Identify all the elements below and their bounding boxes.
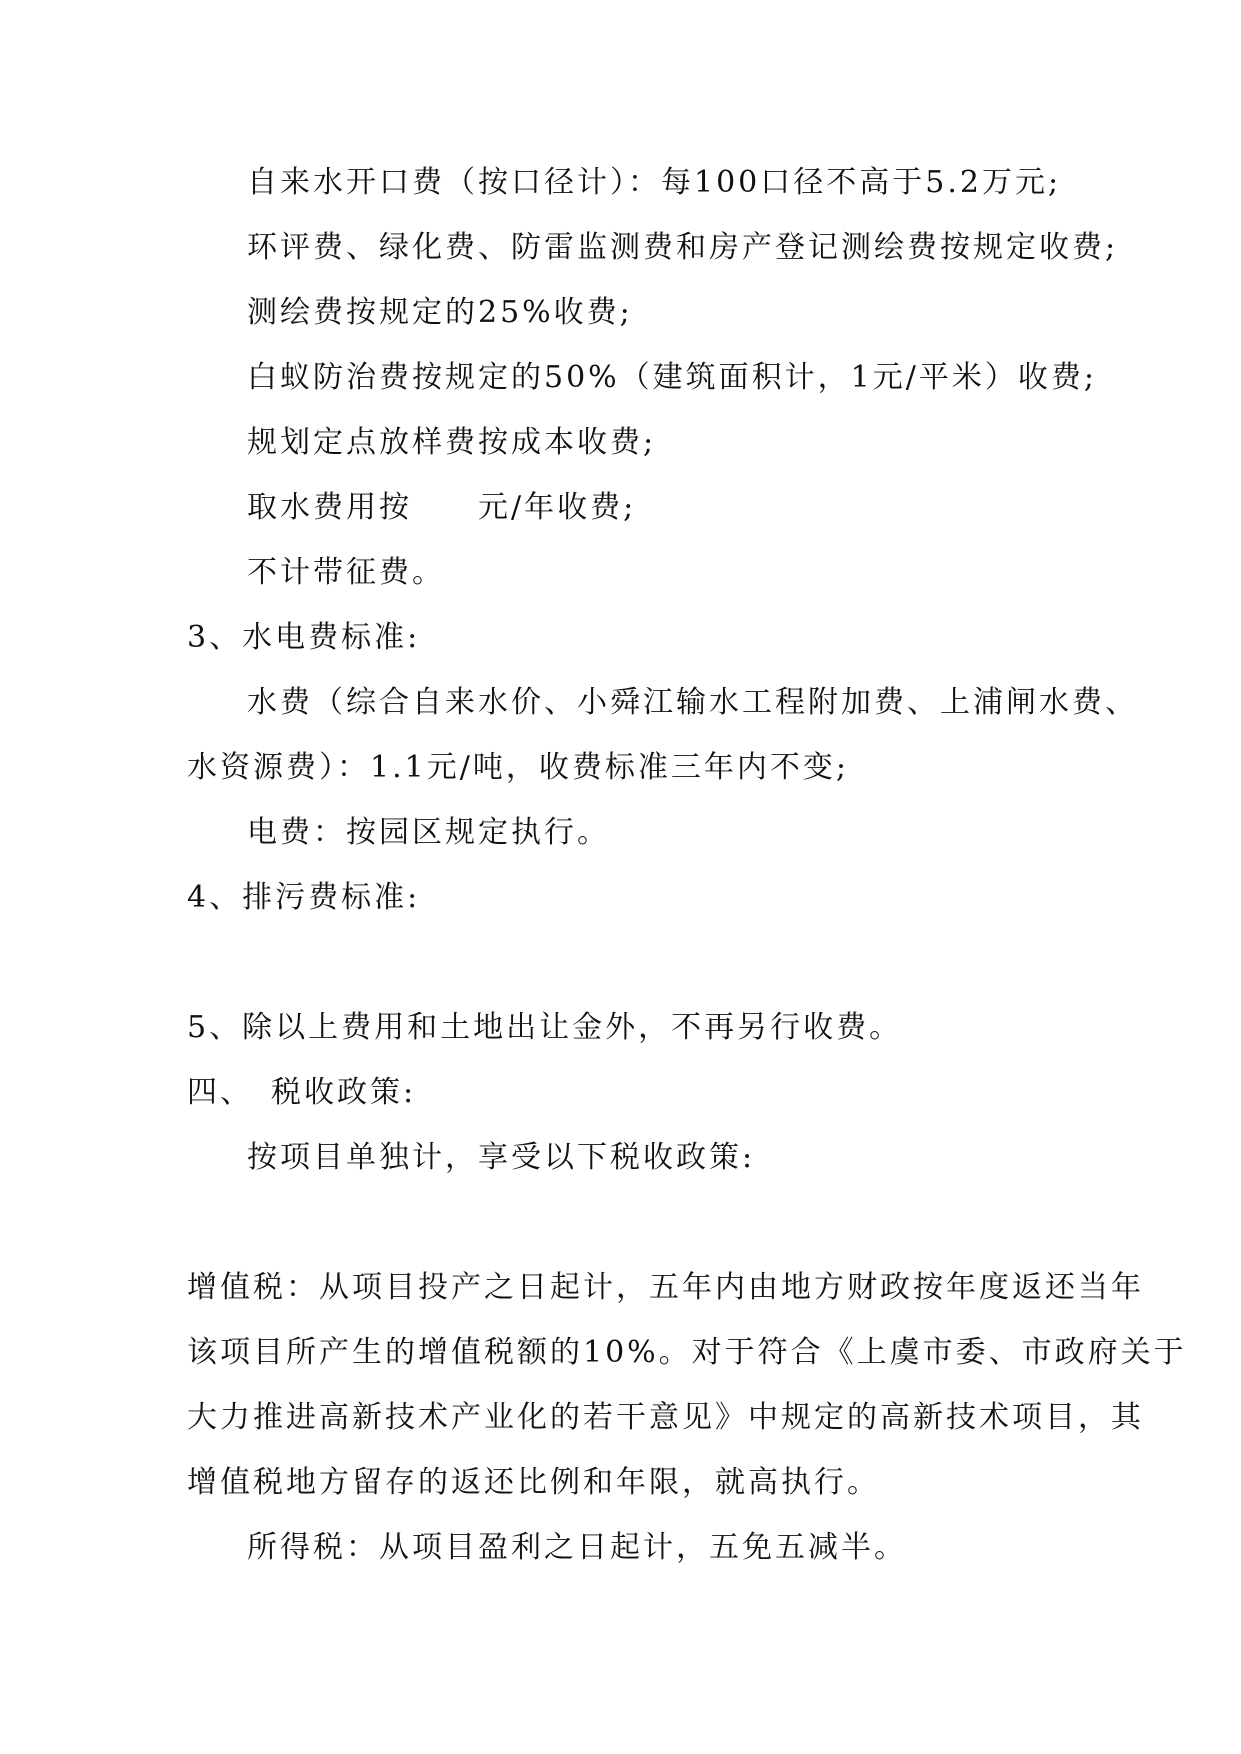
text-line-surveying-fee: 测绘费按规定的25%收费; xyxy=(247,295,633,330)
text-line-tax-intro: 按项目单独计，享受以下税收政策: xyxy=(247,1140,756,1175)
text-line-vat-3: 大力推进高新技术产业化的若干意见》中规定的高新技术项目，其 xyxy=(187,1400,1144,1435)
text-line-assessment-fees: 环评费、绿化费、防雷监测费和房产登记测绘费按规定收费; xyxy=(247,230,1119,265)
text-line-income-tax: 所得税：从项目盈利之日起计，五免五减半。 xyxy=(247,1530,907,1565)
section-heading-tax-policy: 四、 税收政策: xyxy=(187,1075,417,1110)
text-line-electricity: 电费：按园区规定执行。 xyxy=(247,815,610,850)
text-line-vat-2: 该项目所产生的增值税额的10%。对于符合《上虞市委、市政府关于 xyxy=(187,1335,1187,1370)
section-heading-utilities: 3、水电费标准: xyxy=(187,620,421,655)
section-heading-no-other-fees: 5、除以上费用和土地出让金外，不再另行收费。 xyxy=(187,1010,903,1045)
text-line-water-price-cont: 水资源费）：1.1元/吨，收费标准三年内不变; xyxy=(187,750,849,785)
text-line-vat-4: 增值税地方留存的返还比例和年限，就高执行。 xyxy=(187,1465,880,1500)
section-heading-sewage: 4、排污费标准: xyxy=(187,880,421,915)
text-line-water-connection-fee: 自来水开口费（按口径计）：每100口径不高于5.2万元; xyxy=(247,165,1062,200)
text-line-termite-fee: 白蚁防治费按规定的50%（建筑面积计，1元/平米）收费; xyxy=(247,360,1097,395)
text-line-vat-1: 增值税：从项目投产之日起计，五年内由地方财政按年度返还当年 xyxy=(187,1270,1144,1305)
text-line-planning-fee: 规划定点放样费按成本收费; xyxy=(247,425,657,460)
text-line-water-price: 水费（综合自来水价、小舜江输水工程附加费、上浦闸水费、 xyxy=(247,685,1138,720)
text-line-water-intake-fee: 取水费用按 元/年收费; xyxy=(247,490,637,525)
text-line-no-levy: 不计带征费。 xyxy=(247,555,445,590)
